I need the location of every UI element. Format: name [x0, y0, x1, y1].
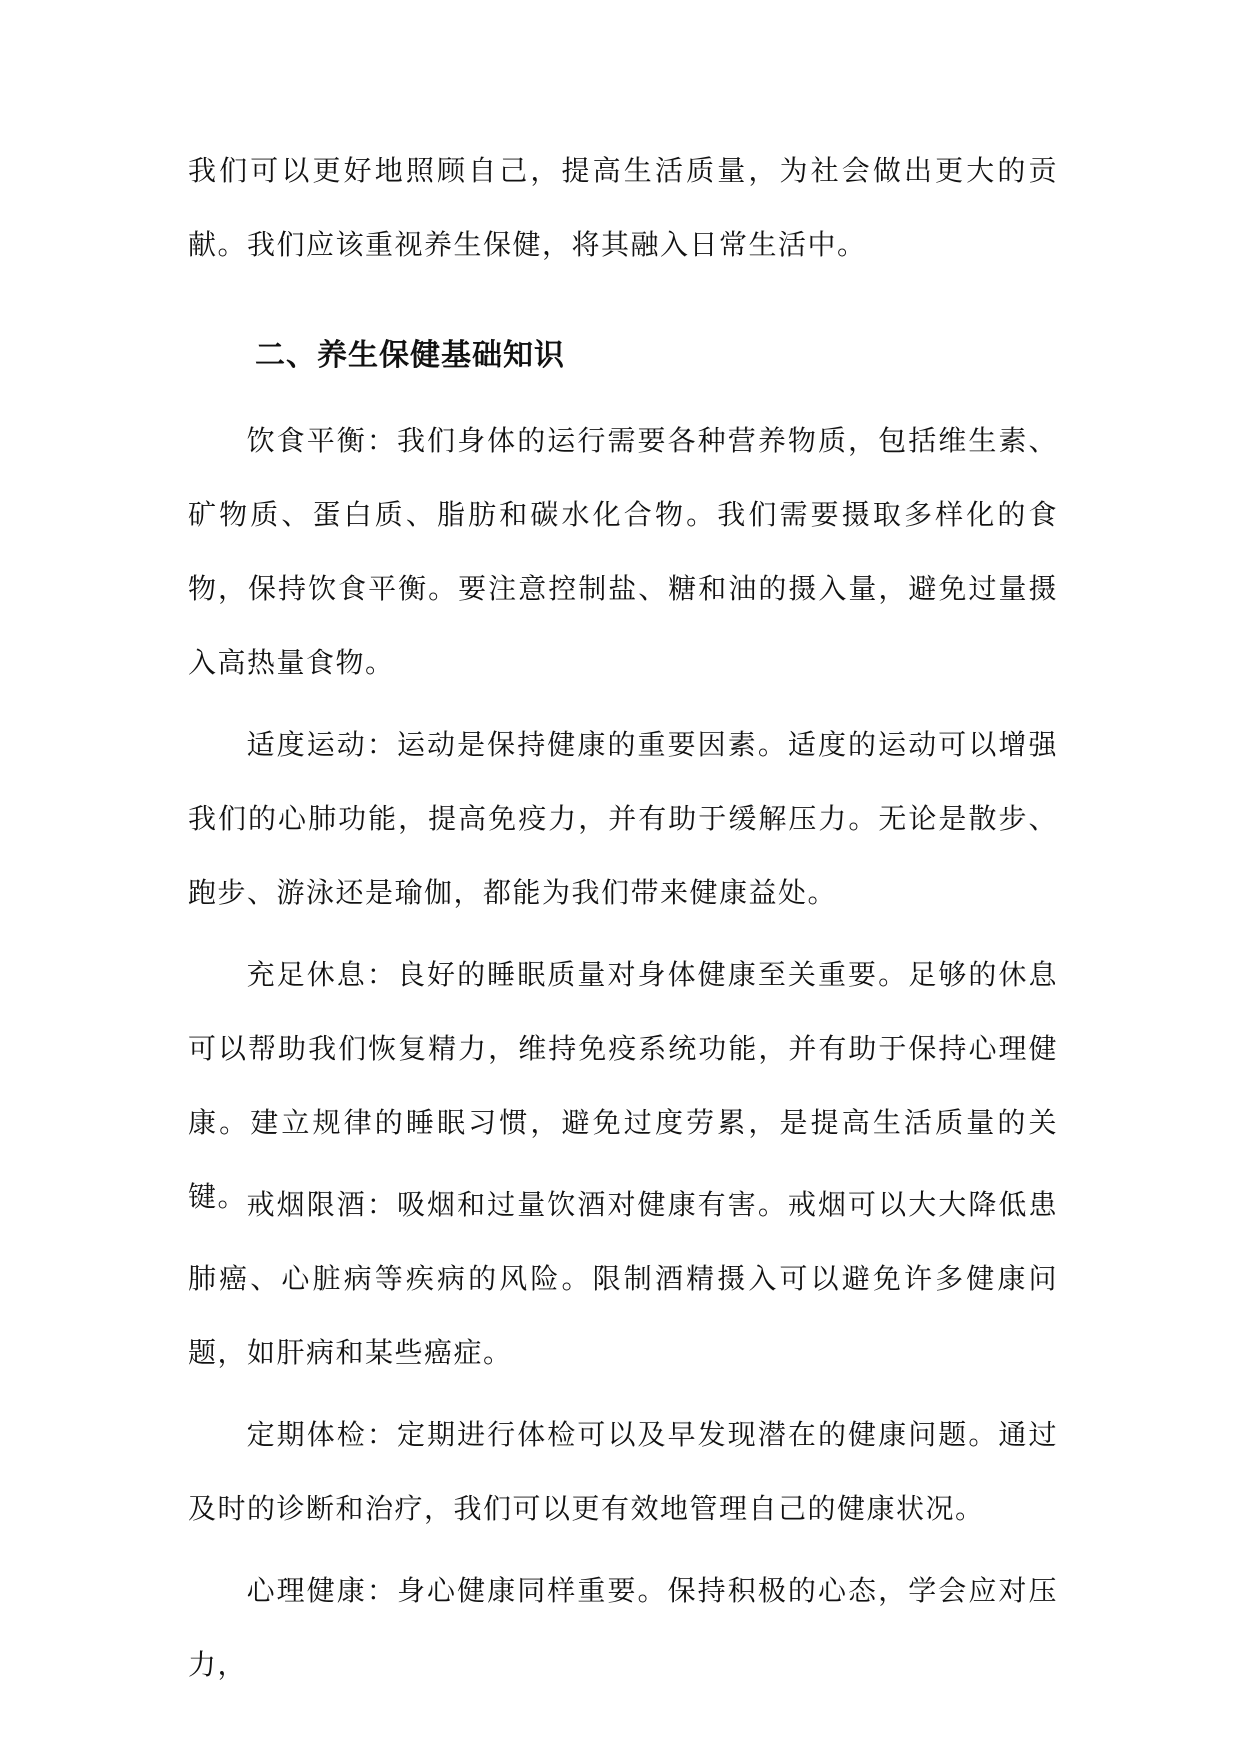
paragraph-text: 饮食平衡：我们身体的运行需要各种营养物质，包括维生素、矿物质、蛋白质、脂肪和碳水化合物。我们需要摄取多样化的食物，保持饮食平衡。要注意控制盐、糖和油的摄入量，避免过量摄入高热量食物。 — [188, 424, 1058, 679]
paragraph-moderate-exercise — [188, 708, 1058, 930]
paragraph-text: 心理健康：身心健康同样重要。保持积极的心态，学会应对压力， — [188, 1574, 1058, 1681]
continuation-paragraph: 我们可以更好地照顾自己，提高生活质量，为社会做出更大的贡献。我们应该重视养生保健，将其融入日常生活中。 — [188, 154, 1058, 261]
paragraph-diet-balance — [188, 404, 1058, 700]
paragraph-quit-smoking-limit-alcohol — [188, 1168, 1058, 1390]
section-heading: 二、养生保健基础知识 — [255, 338, 565, 373]
paragraph-mental-health — [188, 1554, 1058, 1702]
paragraph-text: 戒烟限酒：吸烟和过量饮酒对健康有害。戒烟可以大大降低患肺癌、心脏病等疾病的风险。限制酒精摄入可以避免许多健康问题，如肝病和某些癌症。 — [188, 1188, 1058, 1369]
paragraph-text: 定期体检：定期进行体检可以及早发现潜在的健康问题。通过及时的诊断和治疗，我们可以更有效地管理自己的健康状况。 — [188, 1418, 1058, 1525]
paragraph-regular-checkup — [188, 1398, 1058, 1546]
paragraph-text: 适度运动：运动是保持健康的重要因素。适度的运动可以增强我们的心肺功能，提高免疫力，并有助于缓解压力。无论是散步、跑步、游泳还是瑜伽，都能为我们带来健康益处。 — [188, 728, 1058, 909]
paragraph-text: 充足休息：良好的睡眠质量对身体健康至关重要。足够的休息可以帮助我们恢复精力，维持免疫系统功能，并有助于保持心理健康。建立规律的睡眠习惯，避免过度劳累，是提高生活质量的关键。 — [188, 958, 1058, 1213]
